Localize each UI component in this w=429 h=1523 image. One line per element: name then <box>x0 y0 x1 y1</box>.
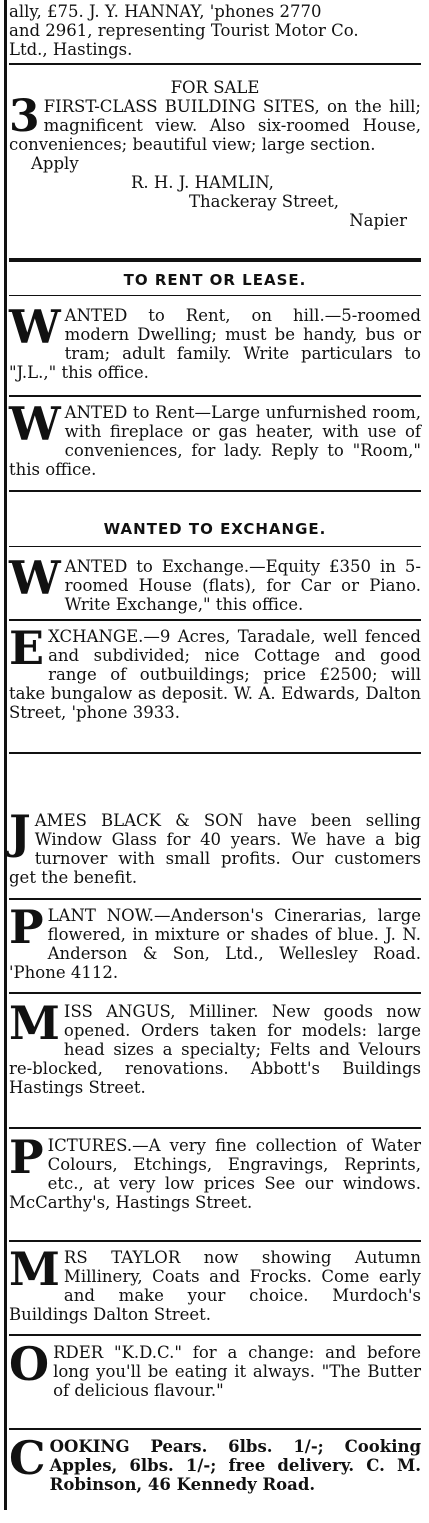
divider <box>9 1334 421 1336</box>
ad-text: ANTED to Rent—Large unfurnished room, with fireplace or gas heater, with use of conveniences, for lady. Reply to "Room," this office. <box>9 403 421 479</box>
divider <box>9 1428 421 1430</box>
top-ad-line: ally, £75. J. Y. HANNAY, 'phones 2770 <box>9 2 322 21</box>
for-sale-heading: FOR SALE <box>170 78 260 97</box>
drop-cap: O <box>9 1337 50 1391</box>
contact-town: Napier <box>349 211 407 230</box>
ad-text: RS TAYLOR now showing Autumn Millinery, Coats and Frocks. Come early and make your choice. Murdoch's Buildings Dalton Street. <box>9 1248 421 1324</box>
top-ad-line: Ltd., Hastings. <box>9 40 133 59</box>
drop-cap: P <box>9 900 44 954</box>
for-sale-ad <box>9 78 421 230</box>
rent-ad-1 <box>9 300 421 382</box>
mrs-taylor-ad <box>9 1242 421 1324</box>
ad-text: XCHANGE.—9 Acres, Taradale, well fenced and subdivided; nice Cottage and good range of outbuildings; price £2500; will take bungalow as deposit. W. A. Edwards, Dalton Street, 'phone 3933. <box>9 627 421 722</box>
drop-cap: W <box>9 551 61 605</box>
ad-text: ICTURES.—A very fine collection of Water Colours, Etchings, Engravings, Reprints, etc., at very low prices See our windows. McCarthy's, Hastings Street. <box>9 1136 421 1212</box>
miss-angus-ad <box>9 996 421 1097</box>
ad-text: OOKING Pears. 6lbs. 1/-; Cooking Apples, 6lbs. 1/-; free delivery. C. M. Robinson, 46 Kennedy Road. <box>49 1437 421 1494</box>
contact-street: Thackeray Street, <box>189 192 339 211</box>
rent-ad-2 <box>9 397 421 479</box>
drop-cap: J <box>9 805 31 859</box>
ad-text: ANTED to Rent, on hill.—5-roomed modern Dwelling; must be handy, bus or tram; adult family. Write particulars to "J.L.," this office. <box>9 306 421 382</box>
contact-name: R. H. J. HAMLIN, <box>131 173 274 192</box>
for-sale-body: FIRST-CLASS BUILDING SITES, on the hill; magnificent view. Also six-roomed House, conveniences; beautiful view; large section. <box>9 97 421 154</box>
ad-text: AMES BLACK & SON have been selling Window Glass for 40 years. We have a big turnover with small profits. Our customers get the benefit. <box>9 811 421 887</box>
for-sale-numeral: 3 <box>9 91 40 142</box>
apply-label: Apply <box>31 154 79 173</box>
top-ad <box>9 2 421 59</box>
drop-cap: E <box>9 621 45 675</box>
ad-text: RDER "K.D.C." for a change: and before long you'll be eating it always. "The Butter of delicious flavour." <box>53 1343 421 1400</box>
top-ad-line: and 2961, representing Tourist Motor Co. <box>9 21 359 40</box>
divider <box>9 63 421 65</box>
drop-cap: P <box>9 1130 44 1184</box>
ad-text: ISS ANGUS, Milliner. New goods now opened. Orders taken for models: large head sizes a specialty; Felts and Velours re-blocked, renovations. Abbott's Buildings Hastings Street. <box>9 1002 421 1097</box>
cooking-pears-ad <box>9 1431 421 1494</box>
to-rent-heading: TO RENT OR LEASE. <box>123 271 307 289</box>
drop-cap: C <box>9 1431 46 1485</box>
drop-cap: W <box>9 397 61 451</box>
divider <box>9 1240 421 1242</box>
plant-now-ad <box>9 900 421 982</box>
exchange-heading: WANTED TO EXCHANGE. <box>103 520 327 538</box>
exchange-ad-2 <box>9 621 421 722</box>
divider <box>9 752 421 754</box>
divider <box>9 619 421 621</box>
ad-text: ANTED to Exchange.—Equity £350 in 5-roomed House (flats), for Car or Piano. Write Exchange," this office. <box>64 557 421 614</box>
divider <box>9 490 421 492</box>
divider <box>9 395 421 397</box>
for-sale-text <box>9 91 421 154</box>
thick-divider <box>9 258 421 262</box>
drop-cap: W <box>9 300 61 354</box>
divider <box>9 992 421 994</box>
pictures-ad <box>9 1130 421 1212</box>
divider <box>9 295 421 296</box>
drop-cap: M <box>9 996 60 1050</box>
ad-text: LANT NOW.—Anderson's Cinerarias, large flowered, in mixture or shades of blue. J. N. Anderson & Son, Ltd., Wellesley Road. 'Phone 4112. <box>9 906 421 982</box>
column-edge-rule <box>4 0 7 1510</box>
divider <box>9 898 421 900</box>
divider <box>9 1127 421 1129</box>
divider <box>9 546 421 547</box>
exchange-ad-1 <box>9 551 421 614</box>
drop-cap: M <box>9 1242 60 1296</box>
order-kdc-ad <box>9 1337 421 1400</box>
james-black-ad <box>9 805 421 887</box>
